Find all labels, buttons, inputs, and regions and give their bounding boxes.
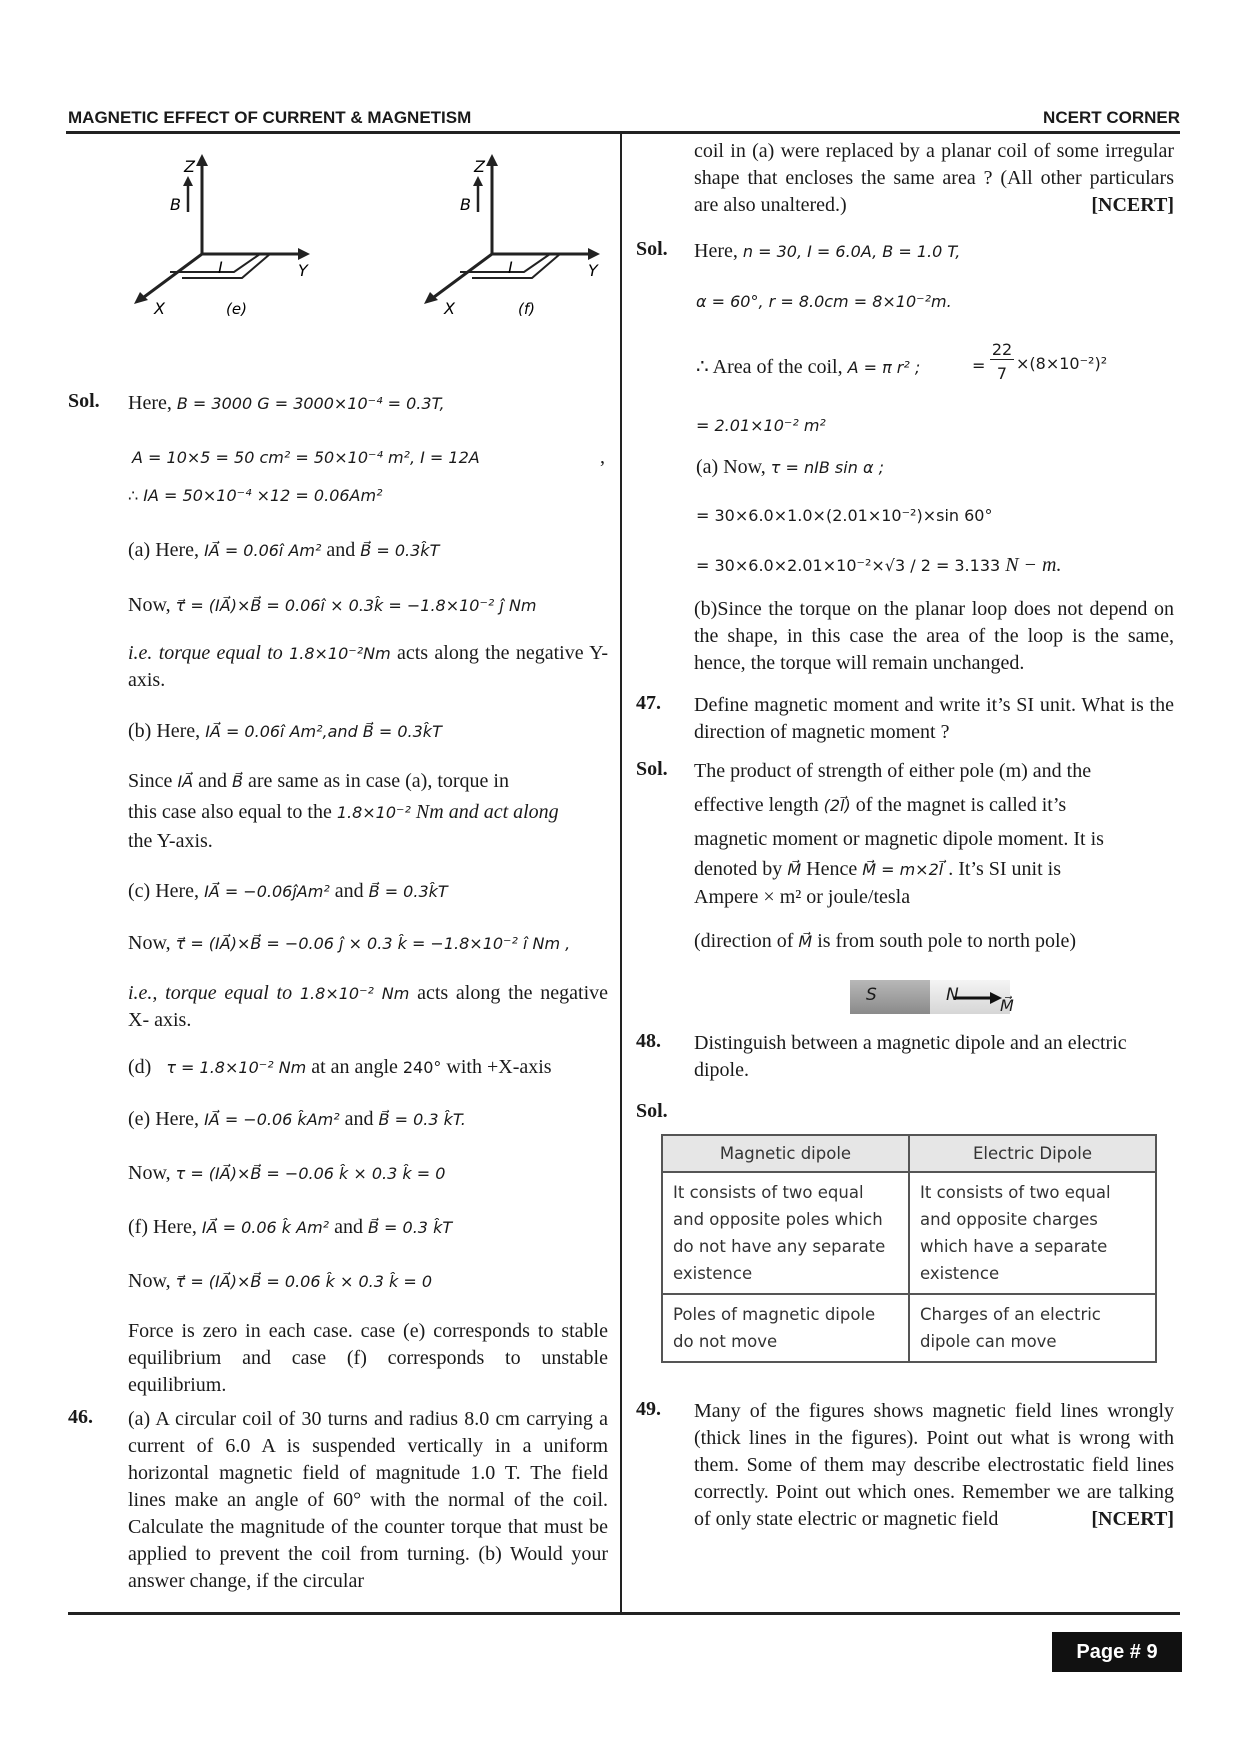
q49-text: Many of the figures shows magnetic field lines wrongly (thick lines in the figures). Point out what is wrong with them. Some of them may describe electrostatic field lines correctly. Point out which ones. Remember we are talking of only state electric or magnetic field [NCERT]	[694, 1400, 1174, 1530]
q46-number: 46.	[68, 1406, 93, 1428]
torque-formula: (a) Now, τ = nIB sin α ;	[696, 456, 884, 478]
north-pole-label: N	[946, 985, 959, 1005]
table-cell: Poles of magnetic dipole do not move	[662, 1294, 909, 1362]
i-label-e: I	[218, 258, 223, 277]
sol47-line-2: effective length (2l⃗) of the magnet is called it’s	[694, 794, 1067, 816]
sol46-given-1: Here, n = 30, I = 6.0A, B = 1.0 T,	[694, 240, 961, 262]
table-header-electric: Electric Dipole	[909, 1135, 1156, 1172]
q49-number: 49.	[636, 1398, 661, 1420]
y-label-f: Y	[588, 261, 598, 280]
q46-continued: coil in (a) were replaced by a planar coil of some irregular shape that encloses the same area ? (All other particulars are also unaltered.) [NCERT]	[694, 140, 1174, 216]
case-b-line-1: Since IA⃗ and B⃗ are same as in case (a), torque in	[128, 770, 509, 792]
table-header-row	[662, 1135, 1156, 1172]
z-label-f: Z	[474, 157, 485, 176]
part-b-answer: (b)Since the torque on the planar loop does not depend on the shape, in this case the area of the loop is the same, hence, the torque will remain unchanged.	[694, 598, 1174, 674]
b-label-f: B	[460, 195, 471, 214]
i-label-f: I	[508, 258, 513, 277]
sol-line-1: Here, B = 3000 G = 3000×10⁻⁴ = 0.3T,	[128, 392, 445, 414]
case-b-text	[128, 768, 608, 855]
figure-e	[140, 160, 302, 300]
sol-line-3: ∴ IA = 50×10⁻⁴ ×12 = 0.06Am²	[128, 486, 383, 505]
column-divider	[620, 133, 622, 1613]
table-cell: Charges of an electric dipole can move	[909, 1294, 1156, 1362]
case-e-here: (e) Here, IA⃗ = −0.06 k̂Am² and B⃗ = 0.3 k̂T.	[128, 1108, 466, 1130]
sol-line-2-comma: ,	[600, 446, 605, 468]
sol47-line-3: magnetic moment or magnetic dipole moment. It is	[694, 828, 1104, 850]
table-row	[662, 1172, 1156, 1294]
dipole-comparison-table	[661, 1134, 1157, 1363]
south-pole-label: S	[866, 985, 877, 1005]
figure-f	[424, 154, 600, 318]
footer-rule	[68, 1612, 1180, 1615]
case-c-conclusion: i.e., torque equal to 1.8×10⁻² Nm acts along the negative X- axis.	[128, 982, 609, 1031]
moment-arrow-label: M⃗	[1000, 996, 1014, 1015]
q46-text: (a) A circular coil of 30 turns and radius 8.0 cm carrying a current of 6.0 A is suspended vertically in a uniform horizontal magnetic field of magnitude 1.0 T. The field lines make an angle of 60° with the normal of the coil. Calculate the magnitude of the counter torque that must be applied to prevent the coil from turning. (b) Would your answer change, if the circular	[128, 1408, 608, 1592]
sol47-line-4: denoted by M⃗ Hence M⃗ = m×2l⃗ . It’s SI unit is	[694, 858, 1061, 880]
force-conclusion: Force is zero in each case. case (e) corresponds to stable equilibrium and case (f) corresponds to unstable equilibrium.	[128, 1320, 608, 1396]
case-f-torque: Now, τ⃗ = (IA⃗)×B⃗ = 0.06 k̂ × 0.3 k̂ = 0	[128, 1270, 433, 1292]
case-d: (d) τ = 1.8×10⁻² Nm at an angle 240° with +X-axis	[128, 1056, 552, 1078]
sol46-label: Sol.	[636, 238, 668, 260]
q48-number: 48.	[636, 1030, 661, 1052]
header-rule	[66, 131, 1180, 134]
table-header-magnetic: Magnetic dipole	[662, 1135, 909, 1172]
torque-calc-2: = 30×6.0×2.01×10⁻²×√3 / 2 = 3.133 N − m.	[696, 554, 1062, 576]
case-f-here: (f) Here, IA⃗ = 0.06 k̂ Am² and B⃗ = 0.3 k̂T	[128, 1216, 453, 1238]
x-label-f: X	[444, 299, 455, 318]
sol47-label: Sol.	[636, 758, 668, 780]
q47-number: 47.	[636, 692, 661, 714]
magnet-south-half	[850, 980, 930, 1014]
z-arrow-e	[196, 154, 208, 166]
caption-f: (f)	[518, 300, 535, 318]
case-b-here: (b) Here, IA⃗ = 0.06î Am²,and B⃗ = 0.3k̂T	[128, 720, 442, 742]
page-number-badge: Page # 9	[1052, 1632, 1182, 1672]
area-line: ∴ Area of the coil, A = π r² ;	[696, 356, 921, 378]
case-e-torque: Now, τ = (IA⃗)×B⃗ = −0.06 k̂ × 0.3 k̂ = 0	[128, 1162, 446, 1184]
table-cell: It consists of two equal and opposite poles which do not have any separate existence	[662, 1172, 909, 1294]
torque-calc-1: = 30×6.0×1.0×(2.01×10⁻²)×sin 60°	[696, 506, 993, 525]
figures-e-f	[110, 150, 630, 325]
y-label-e: Y	[298, 261, 308, 280]
sol47-line-5: Ampere × m² or joule/tesla	[694, 886, 911, 908]
z-label-e: Z	[184, 157, 195, 176]
y-arrow-e	[298, 248, 310, 260]
b-arrow-e	[183, 176, 193, 186]
q47-text: Define magnetic moment and write it’s SI unit. What is the direction of magnetic moment ?	[694, 694, 1174, 743]
case-b-line-2: this case also equal to the 1.8×10⁻² Nm and act along	[128, 801, 559, 823]
case-a-torque: Now, τ⃗ = (IA⃗)×B⃗ = 0.06î × 0.3k̂ = −1.8×10⁻² ĵ Nm	[128, 594, 537, 616]
sol-label: Sol.	[68, 390, 100, 412]
area-result: = 2.01×10⁻² m²	[696, 416, 826, 435]
q48-text: Distinguish between a magnetic dipole and an electric dipole.	[694, 1032, 1127, 1081]
case-c-torque: Now, τ⃗ = (IA⃗)×B⃗ = −0.06 ĵ × 0.3 k̂ = −1.8×10⁻² î Nm ,	[128, 932, 571, 954]
sol47-line-1: The product of strength of either pole (m) and the	[694, 760, 1092, 782]
moment-arrow	[954, 988, 1004, 1008]
case-a-conclusion: i.e. torque equal to 1.8×10⁻²Nm acts along the negative Y- axis.	[128, 642, 609, 691]
x-label-e: X	[154, 299, 165, 318]
sol46-given-2: α = 60°, r = 8.0cm = 8×10⁻²m.	[696, 292, 952, 311]
caption-e: (e)	[226, 300, 247, 318]
case-b-line-3: the Y-axis.	[128, 830, 213, 852]
running-title: MAGNETIC EFFECT OF CURRENT & MAGNETISM	[68, 108, 472, 127]
sol-line-2: A = 10×5 = 50 cm² = 50×10⁻⁴ m², I = 12A	[132, 448, 480, 467]
moment-direction: (direction of M⃗ is from south pole to north pole)	[694, 930, 1077, 952]
table-cell: It consists of two equal and opposite charges which have a separate existence	[909, 1172, 1156, 1294]
section-title: NCERT CORNER	[1043, 108, 1180, 127]
case-c-here: (c) Here, IA⃗ = −0.06ĵAm² and B⃗ = 0.3k̂T	[128, 880, 448, 902]
table-row	[662, 1294, 1156, 1362]
case-a-here: (a) Here, IA⃗ = 0.06î Am² and B⃗ = 0.3k̂T	[128, 539, 440, 561]
b-label-e: B	[170, 195, 181, 214]
sol48-label: Sol.	[636, 1100, 668, 1122]
